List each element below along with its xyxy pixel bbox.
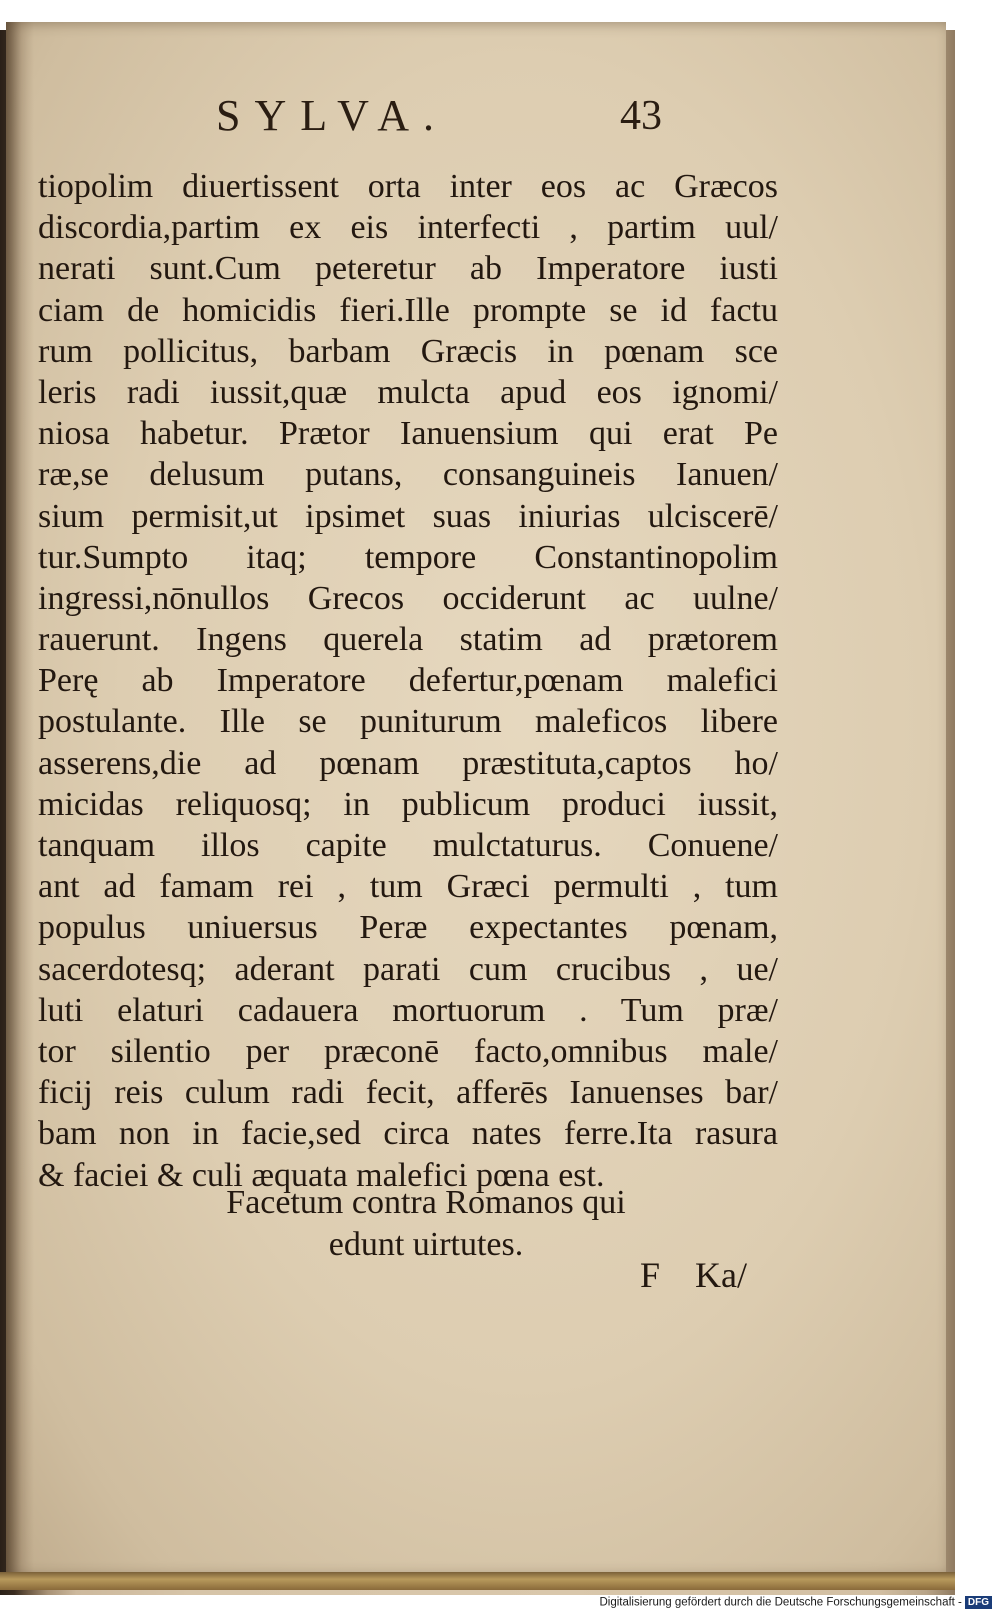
section-heading bbox=[146, 1182, 706, 1266]
running-head bbox=[6, 90, 946, 150]
text-line: sacerdotesq; aderant parati cum crucibus , ue/ bbox=[38, 950, 778, 988]
text-line: sium permisit,ut ipsimet suas iniurias ulciscerē/ bbox=[38, 497, 778, 535]
text-line: ciam de homicidis fieri.Ille prompte se id factu bbox=[38, 291, 778, 329]
digitization-credit bbox=[0, 1596, 992, 1609]
text-line: asserens,die ad pœnam præstituta,captos ho/ bbox=[38, 744, 778, 782]
spine-shadow bbox=[6, 22, 34, 1577]
text-line: tur.Sumpto itaq; tempore Constantinopolim bbox=[38, 538, 778, 576]
dfg-logo-badge: DFG bbox=[965, 1596, 992, 1609]
text-line: & faciei & culi æquata malefici pœna est. bbox=[38, 1156, 605, 1194]
page-bottom-edge bbox=[0, 1572, 955, 1590]
text-line: ingressi,nōnullos Grecos occiderunt ac uulne/ bbox=[38, 579, 778, 617]
text-line: rum pollicitus, barbam Græcis in pœnam sce bbox=[38, 332, 778, 370]
heading-line: Facetum contra Romanos qui bbox=[226, 1184, 626, 1221]
text-line: ræ,se delusum putans, consanguineis Ianuen/ bbox=[38, 456, 778, 494]
text-line: ficij reis culum radi fecit, afferēs Ianuenses bar/ bbox=[38, 1074, 778, 1112]
text-line: ant ad famam rei , tum Græci permulti , tum bbox=[38, 868, 778, 906]
catchword: Ka/ bbox=[695, 1255, 748, 1295]
text-line: nerati sunt.Cum peteretur ab Imperatore iusti bbox=[38, 250, 778, 288]
book-page bbox=[6, 22, 946, 1577]
folio-number: 43 bbox=[620, 93, 662, 139]
text-line: micidas reliquosq; in publicum produci iussit, bbox=[38, 785, 778, 823]
text-line: tanquam illos capite mulctaturus. Conuene/ bbox=[38, 827, 778, 864]
heading-line: edunt uirtutes. bbox=[328, 1226, 524, 1263]
text-line: tiopolim diuertissent orta inter eos ac Græcos bbox=[38, 168, 778, 205]
credit-text: Digitalisierung gefördert durch die Deutsche Forschungsgemeinschaft - bbox=[599, 1596, 962, 1609]
text-line: niosa habetur. Prætor Ianuensium qui erat Pe bbox=[38, 415, 778, 453]
text-line: populus uniuersus Peræ expectantes pœnam, bbox=[38, 909, 778, 947]
signature-catchword bbox=[640, 1254, 747, 1296]
text-line: luti elaturi cadauera mortuorum . Tum præ/ bbox=[38, 991, 778, 1029]
text-line: bam non in facie,sed circa nates ferre.Ita rasura bbox=[38, 1115, 778, 1153]
text-line: rauerunt. Ingens querela statim ad prætorem bbox=[38, 621, 778, 659]
body-text bbox=[38, 166, 778, 1196]
text-line: postulante. Ille se puniturum maleficos libere bbox=[38, 703, 778, 741]
text-line: leris radi iussit,quæ mulcta apud eos ignomi/ bbox=[38, 373, 778, 411]
text-line: Perę ab Imperatore defertur,pœnam malefici bbox=[38, 662, 778, 700]
text-line: tor silentio per præconē facto,omnibus male/ bbox=[38, 1032, 778, 1070]
text-line: discordia,partim ex eis interfecti , partim uul/ bbox=[38, 209, 778, 247]
running-title: SYLVA. bbox=[216, 91, 448, 140]
signature-mark: F bbox=[640, 1255, 661, 1295]
